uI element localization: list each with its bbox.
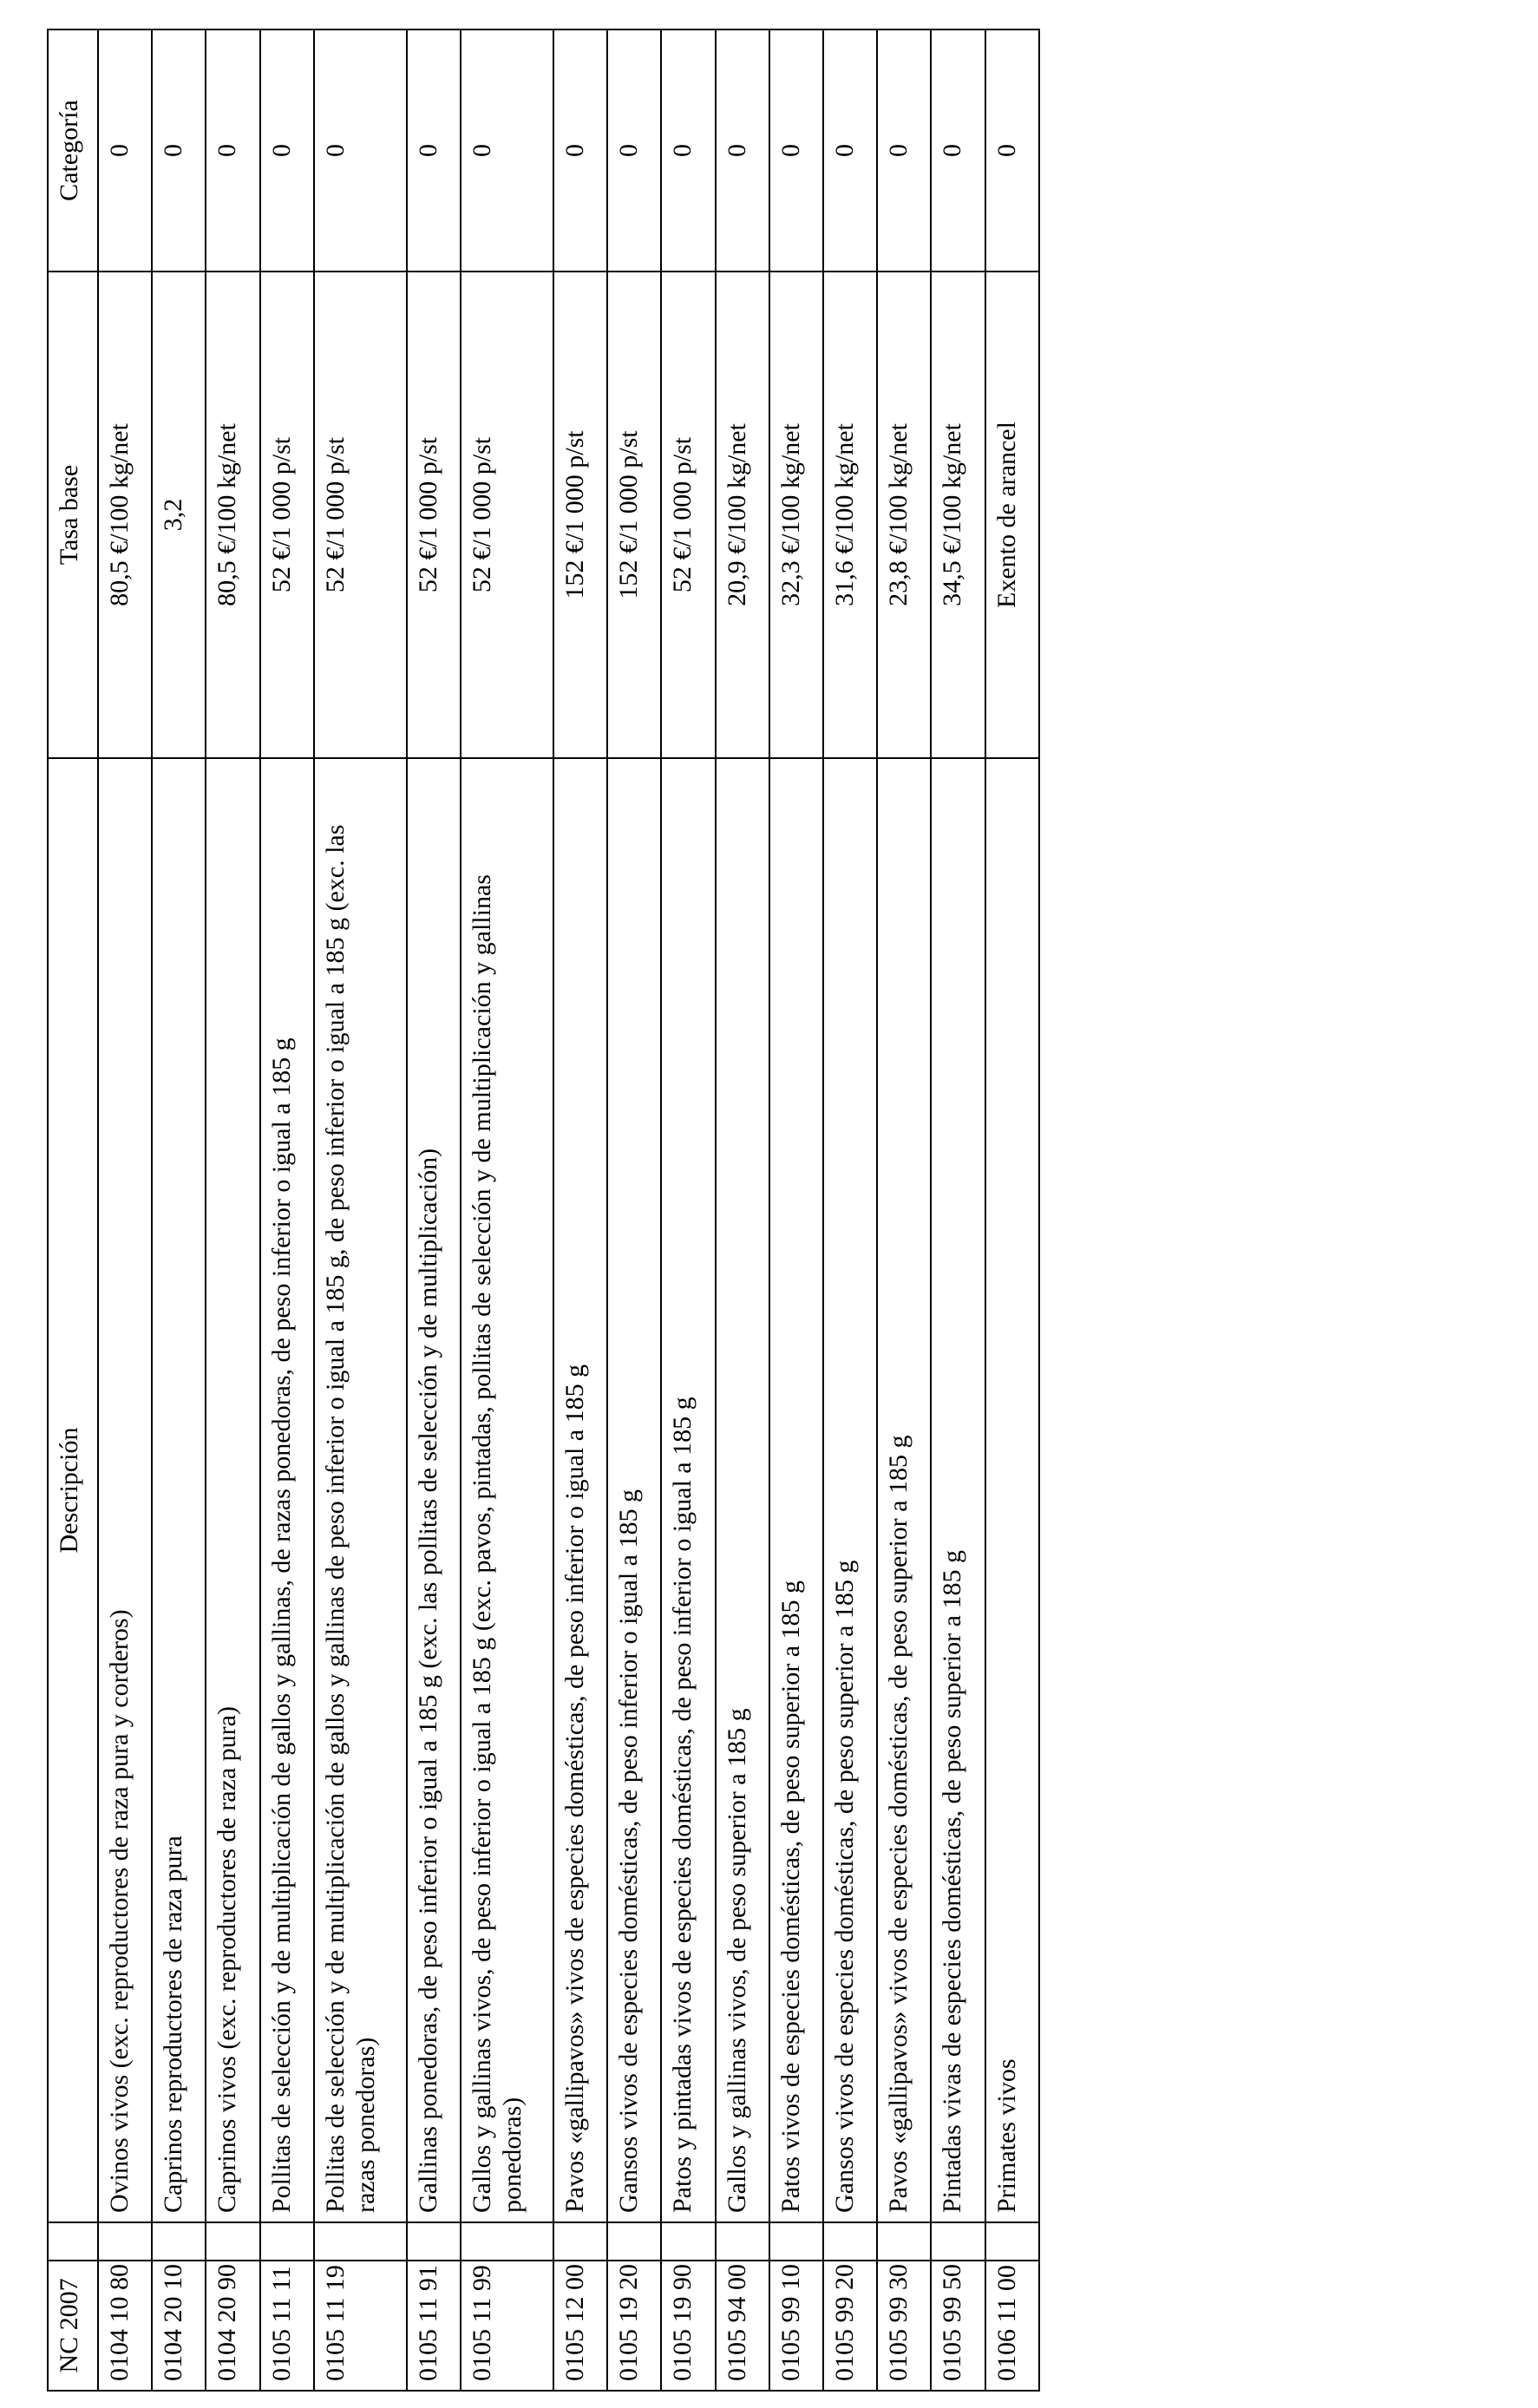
- blank-cell: [152, 2222, 206, 2261]
- blank-cell: [314, 2222, 407, 2261]
- table-row: [152, 29, 206, 2391]
- category-cell: 0: [661, 29, 715, 272]
- table-row: [877, 29, 931, 2391]
- category-cell: 0: [260, 29, 314, 272]
- category-cell: 0: [461, 29, 553, 272]
- description-cell: Gallos y gallinas vivos, de peso inferior o igual a 185 g (exc. pavos, pintadas, pollitas de selección y de multiplicación y gallinas ponedoras): [461, 758, 553, 2222]
- category-cell: 0: [823, 29, 877, 272]
- header-category: Categoría: [48, 29, 98, 272]
- table-row: [985, 29, 1039, 2391]
- description-cell: Gallinas ponedoras, de peso inferior o igual a 185 g (exc. las pollitas de selección y de multiplicación): [407, 758, 461, 2222]
- nc-cell: 0105 99 50: [931, 2261, 985, 2391]
- blank-cell: [206, 2222, 259, 2261]
- header-row: [48, 29, 98, 2391]
- table-row: [260, 29, 314, 2391]
- base-rate-cell: 152 €/1 000 p/st: [553, 272, 607, 758]
- table-row: [607, 29, 661, 2391]
- blank-cell: [877, 2222, 931, 2261]
- category-cell: 0: [152, 29, 206, 272]
- category-cell: 0: [769, 29, 823, 272]
- description-cell: Caprinos vivos (exc. reproductores de raza pura): [206, 758, 259, 2222]
- nc-cell: 0105 99 30: [877, 2261, 931, 2391]
- base-rate-cell: Exento de arancel: [985, 272, 1039, 758]
- base-rate-cell: 32,3 €/100 kg/net: [769, 272, 823, 758]
- base-rate-cell: 52 €/1 000 p/st: [260, 272, 314, 758]
- nc-cell: 0105 11 19: [314, 2261, 407, 2391]
- base-rate-cell: 80,5 €/100 kg/net: [98, 272, 152, 758]
- base-rate-cell: 52 €/1 000 p/st: [314, 272, 407, 758]
- header-nc: NC 2007: [48, 2261, 98, 2391]
- table-row: [823, 29, 877, 2391]
- header-base-rate: Tasa base: [48, 272, 98, 758]
- description-cell: Gansos vivos de especies domésticas, de peso inferior o igual a 185 g: [607, 758, 661, 2222]
- table-body: [98, 29, 1039, 2391]
- category-cell: 0: [553, 29, 607, 272]
- nc-cell: 0104 20 10: [152, 2261, 206, 2391]
- category-cell: 0: [716, 29, 769, 272]
- base-rate-cell: 23,8 €/100 kg/net: [877, 272, 931, 758]
- blank-cell: [461, 2222, 553, 2261]
- blank-cell: [823, 2222, 877, 2261]
- nc-cell: 0105 11 99: [461, 2261, 553, 2391]
- category-cell: 0: [314, 29, 407, 272]
- nc-cell: 0105 19 90: [661, 2261, 715, 2391]
- blank-cell: [769, 2222, 823, 2261]
- base-rate-cell: 34,5 €/100 kg/net: [931, 272, 985, 758]
- blank-cell: [260, 2222, 314, 2261]
- table-row: [769, 29, 823, 2391]
- table-row: [461, 29, 553, 2391]
- base-rate-cell: 52 €/1 000 p/st: [461, 272, 553, 758]
- rotated-table-container: [47, 30, 1040, 2392]
- description-cell: Patos vivos de especies domésticas, de peso superior a 185 g: [769, 758, 823, 2222]
- table-row: [98, 29, 152, 2391]
- description-cell: Gallos y gallinas vivos, de peso superior a 185 g: [716, 758, 769, 2222]
- description-cell: Pollitas de selección y de multiplicación de gallos y gallinas, de razas ponedoras, de peso inferior o igual a 185 g: [260, 758, 314, 2222]
- nc-cell: 0105 94 00: [716, 2261, 769, 2391]
- description-cell: Primates vivos: [985, 758, 1039, 2222]
- blank-cell: [931, 2222, 985, 2261]
- blank-cell: [98, 2222, 152, 2261]
- category-cell: 0: [98, 29, 152, 272]
- description-cell: Caprinos reproductores de raza pura: [152, 758, 206, 2222]
- tariff-table: [47, 29, 1040, 2392]
- table-row: [553, 29, 607, 2391]
- base-rate-cell: 3,2: [152, 272, 206, 758]
- nc-cell: 0105 99 20: [823, 2261, 877, 2391]
- description-cell: Pintadas vivas de especies domésticas, de peso superior a 185 g: [931, 758, 985, 2222]
- category-cell: 0: [206, 29, 259, 272]
- description-cell: Patos y pintadas vivos de especies domésticas, de peso inferior o igual a 185 g: [661, 758, 715, 2222]
- blank-cell: [716, 2222, 769, 2261]
- table-row: [314, 29, 407, 2391]
- nc-cell: 0105 19 20: [607, 2261, 661, 2391]
- base-rate-cell: 80,5 €/100 kg/net: [206, 272, 259, 758]
- table-row: [931, 29, 985, 2391]
- nc-cell: 0105 11 11: [260, 2261, 314, 2391]
- description-cell: Pollitas de selección y de multiplicación de gallos y gallinas de peso inferior o igual a 185 g, de peso inferior o igual a 185 g (exc. las razas ponedoras): [314, 758, 407, 2222]
- nc-cell: 0104 10 80: [98, 2261, 152, 2391]
- nc-cell: 0105 12 00: [553, 2261, 607, 2391]
- category-cell: 0: [407, 29, 461, 272]
- base-rate-cell: 20,9 €/100 kg/net: [716, 272, 769, 758]
- table-row: [661, 29, 715, 2391]
- nc-cell: 0105 99 10: [769, 2261, 823, 2391]
- category-cell: 0: [607, 29, 661, 272]
- header-description: Descripción: [48, 758, 98, 2222]
- table-row: [407, 29, 461, 2391]
- blank-cell: [407, 2222, 461, 2261]
- base-rate-cell: 152 €/1 000 p/st: [607, 272, 661, 758]
- table-row: [716, 29, 769, 2391]
- category-cell: 0: [931, 29, 985, 272]
- blank-cell: [661, 2222, 715, 2261]
- nc-cell: 0104 20 90: [206, 2261, 259, 2391]
- base-rate-cell: 52 €/1 000 p/st: [407, 272, 461, 758]
- category-cell: 0: [877, 29, 931, 272]
- description-cell: Pavos «gallipavos» vivos de especies domésticas, de peso inferior o igual a 185 g: [553, 758, 607, 2222]
- table-row: [206, 29, 259, 2391]
- category-cell: 0: [985, 29, 1039, 272]
- blank-cell: [607, 2222, 661, 2261]
- description-cell: Pavos «gallipavos» vivos de especies domésticas, de peso superior a 185 g: [877, 758, 931, 2222]
- blank-cell: [553, 2222, 607, 2261]
- description-cell: Gansos vivos de especies domésticas, de peso superior a 185 g: [823, 758, 877, 2222]
- description-cell: Ovinos vivos (exc. reproductores de raza pura y corderos): [98, 758, 152, 2222]
- nc-cell: 0105 11 91: [407, 2261, 461, 2391]
- nc-cell: 0106 11 00: [985, 2261, 1039, 2391]
- blank-cell: [985, 2222, 1039, 2261]
- base-rate-cell: 52 €/1 000 p/st: [661, 272, 715, 758]
- header-blank: [48, 2222, 98, 2261]
- base-rate-cell: 31,6 €/100 kg/net: [823, 272, 877, 758]
